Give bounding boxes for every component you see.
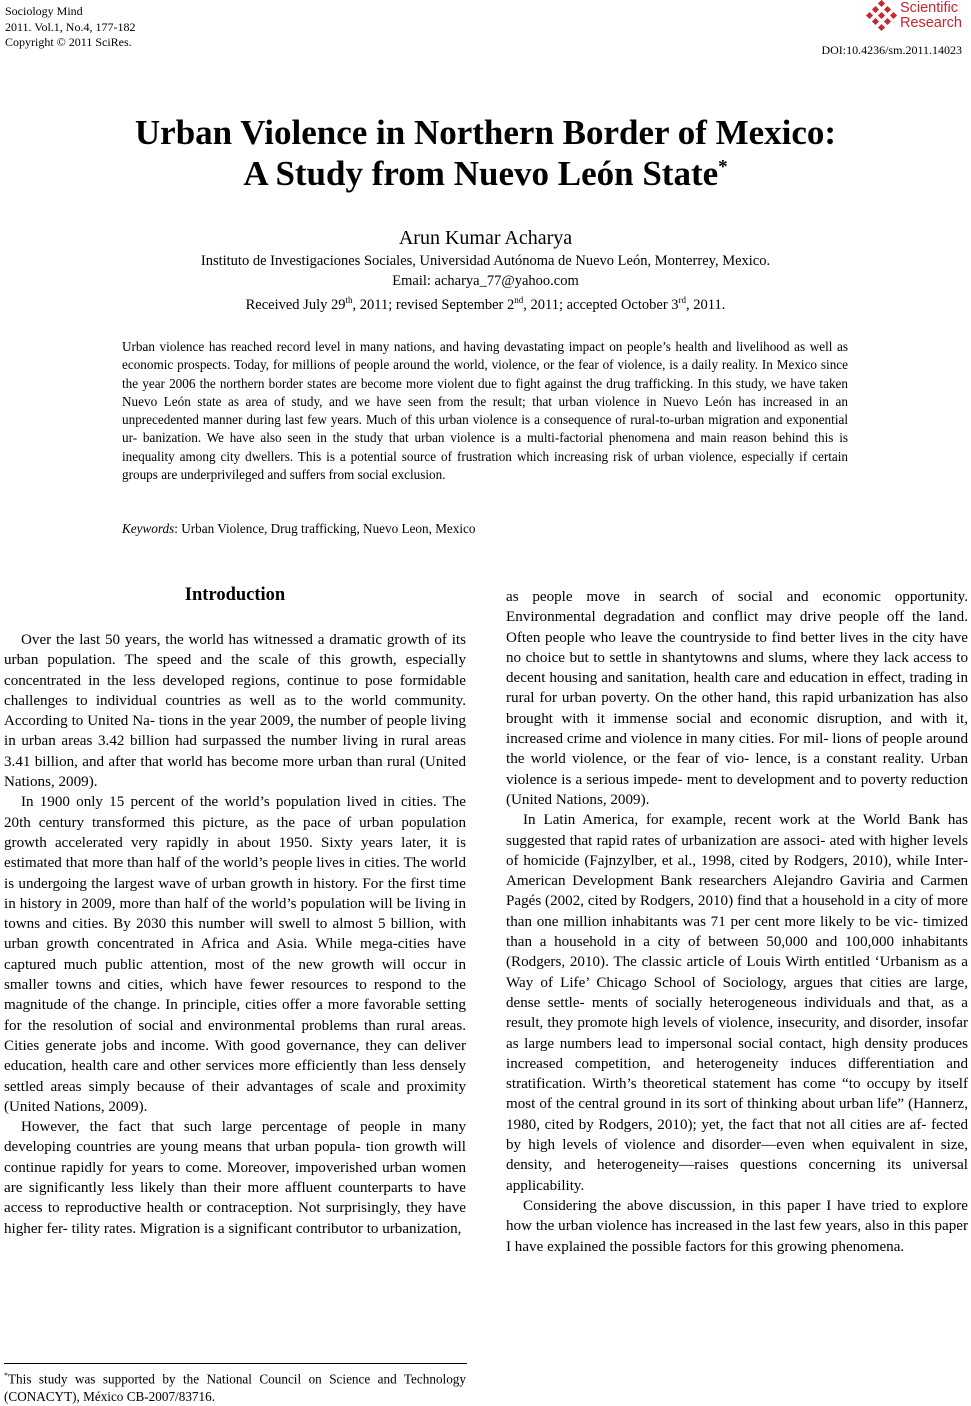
journal-volume: 2011. Vol.1, No.4, 177-182: [5, 19, 136, 34]
right-column: [506, 587, 968, 1257]
paragraph: In 1900 only 15 percent of the world’s population lived in cities. The 20th century transformed this picture, as the pace of urban population growth accelerated very rapidly in about 1950. Sixty years later, it is estimated that more than half of the world’s people lives in cities. The world is undergoing the largest wave of urban growth in history. For the first time in history in 2009, more than half of the world’s population will be living in towns and cities. By 2030 this number will swell to almost 5 billion, with urban growth concentrated in Africa and Asia. While mega-cities have captured much public attention, most of the new growth will occur in smaller towns and cities, which have fewer resources to respond to the magnitude of the change. In principle, cities offer a more favorable setting for the resolution of social and environmental problems than rural areas. Cities generate jobs and income. With good governance, they can deliver education, health care and other services more efficiently than less densely settled areas simply because of their advantages of scale and proximity (United Nations, 2009).: [4, 794, 466, 1115]
keywords-text: : Urban Violence, Drug trafficking, Nuevo Leon, Mexico: [174, 521, 476, 536]
paragraph: However, the fact that such large percentage of people in many developing countries are young means that urban popula- tion growth will continue rapidly for years to come. Moreover, impoverished urban women are significantly less likely than their more affluent counterparts to have access to reproductive health or contraception. Not surprisingly, they have higher fer- tility rates. Migration is a significant contributor to urbanization,: [4, 1119, 466, 1237]
author-email[interactable]: Email: acharya_77@yahoo.com: [392, 272, 579, 289]
logo-line-2: Research: [899, 15, 962, 31]
author-name: Arun Kumar Acharya: [398, 227, 573, 249]
paragraph: Over the last 50 years, the world has witnessed a dramatic growth of its urban population. The speed and the scale of this growth, especially concentrated in the less developed regions, continue to pose formidable challenges to individual countries as well as to the world community. According to United Na- tions in the year 2009, the number of people living in urban areas 3.42 billion had surpassed the number living in rural areas 3.41 billion, and after that world has become more urban than rural (United Nations, 2009).: [4, 632, 466, 791]
title-line-1: Urban Violence in Northern Border of Mexico:: [134, 113, 837, 152]
scientific-research-logo-icon: [866, 0, 898, 32]
affiliation: Instituto de Investigaciones Sociales, Universidad Autónoma de Nuevo León, Monterrey, Mexico.: [200, 253, 771, 269]
paper-title: [0, 112, 971, 194]
paragraph: Considering the above discussion, in this paper I have tried to explore how the urban violence has increased in the last few years, also in this paper I have explained the possible factors for this growing phenomena.: [506, 1197, 968, 1255]
title-line-2: A Study from Nuevo León State: [243, 154, 719, 193]
doi: DOI:10.4236/sm.2011.14023: [821, 43, 962, 57]
footnote-marker: *: [4, 1371, 8, 1380]
paragraph: In Latin America, for example, recent work at the World Bank has suggested that rapid rates of urbanization are associ- ated with higher levels of homicide (Fajnzylber, et al., 1998, cited by Rodgers, 2010), while Inter-American Development Bank researchers Alejandro Gaviria and Carmen Pagés (2002, cited by Rodgers, 2010) find that a household in a city of more than one million inhabitants was 71 per cent more likely to be vic- timized than a household in a city of between 50,000 and 100,000 inhabitants (Rodgers, 2010). The classic article of Louis Wirth entitled ‘Urbanism as a Way of Life’ Chicago School of Sociology, argues that cities are large, dense settle- ments of socially heterogeneous individuals and that, as a result, they promote high levels of violence, insecurity, and disorder, insofar as large numbers lead to impersonal social contact, high density produces increased competition, and heterogeneity induces differentiation and stratification. Wirth’s theoretical statement has come “to occupy by itself most of the central ground in its sort of thinking about urban life” (Hannerz, 1980, cited by Rodgers, 2010); yet, the fact that not all cities are af- fected by high levels of violence and disorder—even when equivalent in size, density, and heterogeneity—raises questions concerning its universal applicability.: [506, 812, 968, 1194]
paragraph: as people move in search of social and economic opportunity. Environmental degradation and conflict may drive people off the land. Often people who leave the countryside to find better lives in the city have no choice but to settle in shantytowns and slums, where they lack access to decent housing and sanitation, health care and education in effect, trading in rural for urban poverty. On the other hand, this rapid urbanization has also brought with it immense social and economic disruption, and with it, increased crime and violence in many cities. For mil- lions of people around the world violence, or the fear of vio- lence, is a constant reality. Urban violence is a serious impede- ment to development and to poverty reduction (United Nations, 2009).: [506, 589, 968, 808]
left-column: [4, 630, 466, 1239]
keywords-label: Keywords: [122, 521, 175, 536]
logo-text: [900, 1, 962, 31]
abstract: Urban violence has reached record level in many nations, and having devastating impact on people’s health and livelihood as well as economic prospects. Today, for millions of people around the world, violence, or the fear of violence, is a daily reality. In Mexico since the year 2006 the northern border states are become more violent due to fight against the drug trafficking. In this study, we have taken Nuevo León state as area of study, and we have seen from the result; that urban violence in Nuevo León has increased in an unprecedented manner during last few years. Much of this urban violence is a consequence of rural-to-urban migration and exponential ur- banization. We have also seen in the study that urban violence is a multi-factorial phenomena and main reason behind this is inequality among city dwellers. This is a potential source of frustration which increasing risk of urban violence, especially if certain groups are underprivileged and suffers from social exclusion.: [122, 339, 848, 483]
received-dates: Received July 29th, 2011; revised September 2nd, 2011; accepted October 3rd, 2011.: [245, 295, 726, 313]
copyright: Copyright © 2011 SciRes.: [5, 35, 132, 49]
publisher-logo: [866, 0, 962, 32]
footnote-divider: [4, 1363, 467, 1364]
section-title-introduction: Introduction: [184, 585, 286, 605]
title-footnote-marker[interactable]: *: [718, 156, 728, 178]
journal-name: Sociology Mind: [5, 4, 83, 18]
affiliation-block: [0, 252, 971, 315]
keywords: [122, 521, 475, 537]
footnote-text: This study was supported by the National Council on Science and Technology (CONACYT), México CB-2007/83716.: [4, 1371, 466, 1405]
footnote: [4, 1367, 466, 1406]
journal-header: [5, 4, 135, 51]
logo-line-1: Scientific: [899, 0, 958, 16]
